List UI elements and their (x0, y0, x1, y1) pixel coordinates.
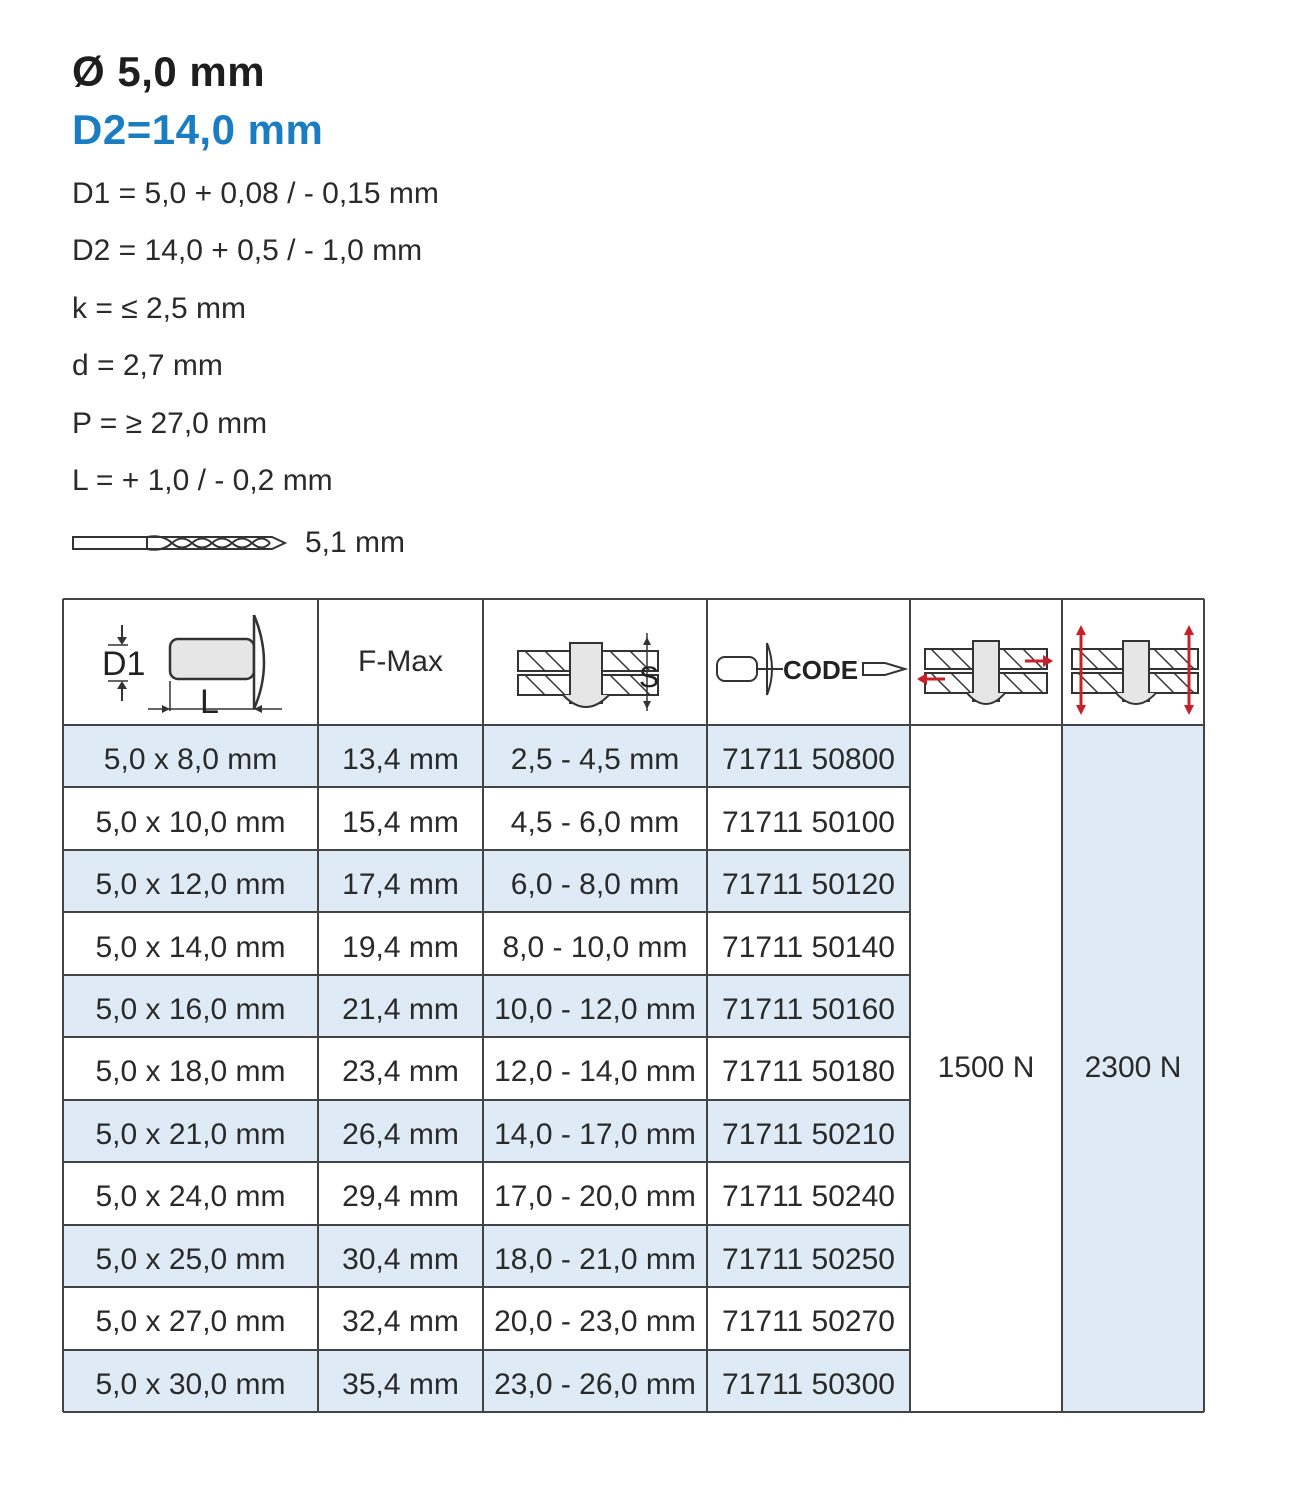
spec-p: P = ≥ 27,0 mm (72, 407, 268, 440)
table-row-divider (63, 1349, 911, 1351)
spec-d1: D1 = 5,0 + 0,08 / - 0,15 mm (72, 177, 439, 210)
grip-s-label: S (639, 661, 660, 694)
rivet-size-cell: 5,0 x 8,0 mm (103, 743, 278, 777)
rivet-size-cell: 5,0 x 21,0 mm (95, 1117, 286, 1151)
fmax-header: F-Max (358, 645, 443, 678)
table-row-divider (63, 849, 911, 851)
table-border-bottom (63, 1411, 1204, 1413)
table-row-divider (63, 786, 911, 788)
article-code-cell: 71711 50800 (722, 743, 895, 777)
fmax-cell: 30,4 mm (342, 1242, 459, 1276)
grip-range-cell: 23,0 - 26,0 mm (494, 1367, 696, 1401)
shear-force-icon (915, 629, 1055, 709)
article-code-cell: 71711 50100 (722, 805, 895, 839)
article-code-cell: 71711 50180 (722, 1055, 895, 1089)
table-border-top (63, 598, 1204, 600)
grip-range-cell: 2,5 - 4,5 mm (510, 743, 680, 777)
tensile-force-cell: 2300 N (1084, 1051, 1182, 1085)
drill-size-label: 5,1 mm (305, 526, 406, 559)
article-code-cell: 71711 50240 (722, 1180, 895, 1214)
table-row-divider (63, 1099, 911, 1101)
rivet-dimension-icon (98, 611, 288, 716)
grip-range-cell: 10,0 - 12,0 mm (494, 993, 696, 1027)
code-label: CODE (783, 655, 859, 685)
grip-range-cell: 18,0 - 21,0 mm (494, 1242, 696, 1276)
article-code-cell: 71711 50270 (722, 1305, 895, 1339)
spec-l: L = + 1,0 / - 0,2 mm (72, 464, 333, 497)
rivet-l-label: L (200, 683, 219, 716)
rivet-d1-label: D1 (102, 645, 146, 683)
fmax-cell: 21,4 mm (342, 993, 459, 1027)
rivet-size-cell: 5,0 x 27,0 mm (95, 1305, 286, 1339)
table-header-divider (63, 724, 1204, 726)
rivet-size-cell: 5,0 x 18,0 mm (95, 1055, 286, 1089)
rivet-table (63, 599, 1204, 1412)
rivet-size-cell: 5,0 x 25,0 mm (95, 1242, 286, 1276)
table-column-divider (317, 599, 319, 1412)
table-border-left (62, 599, 64, 1412)
article-code-cell: 71711 50250 (722, 1242, 895, 1276)
fmax-cell: 13,4 mm (342, 743, 459, 777)
article-code-cell: 71711 50210 (722, 1117, 895, 1151)
grip-range-cell: 12,0 - 14,0 mm (494, 1055, 696, 1089)
article-code-cell: 71711 50160 (722, 993, 895, 1027)
table-row-divider (63, 1161, 911, 1163)
fmax-cell: 15,4 mm (342, 805, 459, 839)
rivet-size-cell: 5,0 x 14,0 mm (95, 930, 286, 964)
grip-range-cell: 6,0 - 8,0 mm (510, 868, 680, 902)
table-column-divider (706, 599, 708, 1412)
table-column-divider (482, 599, 484, 1412)
table-row-divider (63, 1224, 911, 1226)
article-code-cell: 71711 50120 (722, 868, 895, 902)
table-column-divider (1061, 599, 1063, 1412)
fmax-cell: 17,4 mm (342, 868, 459, 902)
grip-range-cell: 8,0 - 10,0 mm (502, 930, 688, 964)
rivet-size-cell: 5,0 x 16,0 mm (95, 993, 286, 1027)
fmax-cell: 29,4 mm (342, 1180, 459, 1214)
table-row-divider (63, 1286, 911, 1288)
fmax-cell: 19,4 mm (342, 930, 459, 964)
drill-size (72, 526, 405, 560)
fmax-cell: 32,4 mm (342, 1305, 459, 1339)
table-row-divider (63, 974, 911, 976)
drill-bit-icon (72, 530, 287, 556)
grip-range-icon (515, 629, 690, 715)
article-code-cell: 71711 50140 (722, 930, 895, 964)
grip-range-cell: 4,5 - 6,0 mm (510, 805, 680, 839)
table-column-divider (909, 599, 911, 1412)
fmax-cell: 23,4 mm (342, 1055, 459, 1089)
head-diameter-title: D2=14,0 mm (72, 106, 324, 153)
table-border-right (1203, 599, 1205, 1412)
rivet-size-cell: 5,0 x 30,0 mm (95, 1367, 286, 1401)
fmax-cell: 35,4 mm (342, 1367, 459, 1401)
shear-force-cell: 1500 N (937, 1051, 1035, 1085)
rivet-size-cell: 5,0 x 10,0 mm (95, 805, 286, 839)
fmax-cell: 26,4 mm (342, 1117, 459, 1151)
spec-k: k = ≤ 2,5 mm (72, 292, 247, 325)
grip-range-cell: 17,0 - 20,0 mm (494, 1180, 696, 1214)
diameter-title: Ø 5,0 mm (72, 48, 266, 95)
spec-d: d = 2,7 mm (72, 349, 223, 382)
code-rivet-icon (713, 639, 908, 699)
grip-range-cell: 20,0 - 23,0 mm (494, 1305, 696, 1339)
grip-range-cell: 14,0 - 17,0 mm (494, 1117, 696, 1151)
spec-d2: D2 = 14,0 + 0,5 / - 1,0 mm (72, 234, 423, 267)
table-row-divider (63, 1036, 911, 1038)
rivet-size-cell: 5,0 x 24,0 mm (95, 1180, 286, 1214)
article-code-cell: 71711 50300 (722, 1367, 895, 1401)
table-row-divider (63, 911, 911, 913)
rivet-size-cell: 5,0 x 12,0 mm (95, 868, 286, 902)
tensile-force-icon (1068, 623, 1202, 715)
